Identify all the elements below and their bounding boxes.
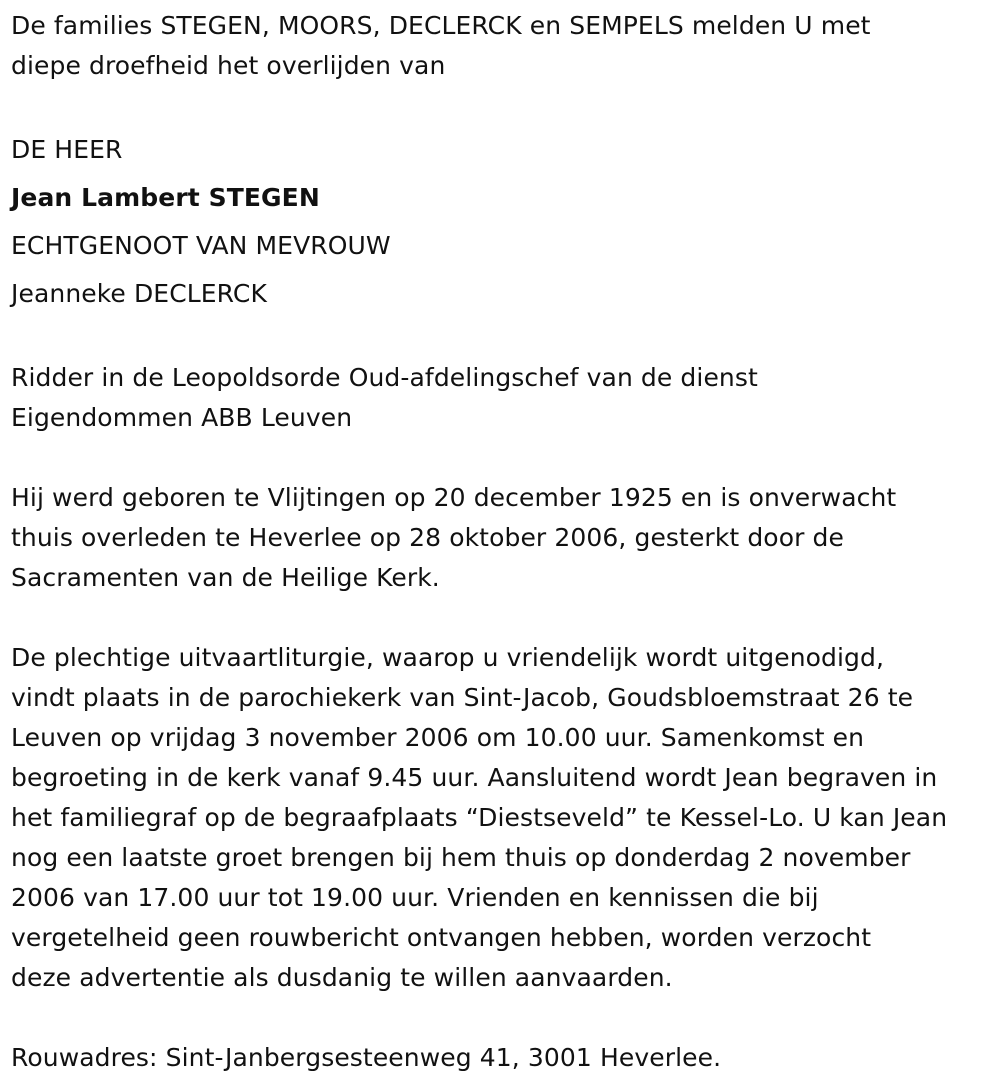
- funeral-line: nog een laatste groet brengen bij hem thuis op donderdag 2 november: [11, 843, 911, 872]
- paragraph-gap: [11, 598, 996, 638]
- birth-death-line: Sacramenten van de Heilige Kerk.: [11, 563, 440, 592]
- funeral-line: begroeting in de kerk vanaf 9.45 uur. Aansluitend wordt Jean begraven in: [11, 763, 938, 792]
- funeral-line: deze advertentie als dusdanig te willen aanvaarden.: [11, 963, 673, 992]
- birth-death-paragraph: [11, 478, 996, 598]
- intro-line: diepe droefheid het overlijden van: [11, 51, 446, 80]
- deceased-title: DE HEER: [11, 135, 123, 164]
- funeral-paragraph: [11, 638, 996, 998]
- funeral-line: vindt plaats in de parochiekerk van Sint-Jacob, Goudsbloemstraat 26 te: [11, 683, 914, 712]
- funeral-line: De plechtige uitvaartliturgie, waarop u vriendelijk wordt uitgenodigd,: [11, 643, 885, 672]
- paragraph-gap: [11, 438, 996, 478]
- funeral-line: Leuven op vrijdag 3 november 2006 om 10.00 uur. Samenkomst en: [11, 723, 865, 752]
- funeral-line: vergetelheid geen rouwbericht ontvangen hebben, worden verzocht: [11, 923, 872, 952]
- deceased-block: [11, 126, 996, 318]
- funeral-line: 2006 van 17.00 uur tot 19.00 uur. Vrienden en kennissen die bij: [11, 883, 819, 912]
- mourning-address: Rouwadres: Sint-Janbergsesteenweg 41, 3001 Heverlee.: [11, 1043, 722, 1072]
- intro-line: De families STEGEN, MOORS, DECLERCK en SEMPELS melden U met: [11, 11, 871, 40]
- distinction-paragraph: [11, 358, 996, 438]
- intro-paragraph: [11, 6, 996, 86]
- paragraph-gap: [11, 86, 996, 126]
- distinction-line: Ridder in de Leopoldsorde Oud-afdelingschef van de dienst: [11, 363, 758, 392]
- funeral-line: het familiegraf op de begraafplaats “Diestseveld” te Kessel-Lo. U kan Jean: [11, 803, 948, 832]
- birth-death-line: Hij werd geboren te Vlijtingen op 20 december 1925 en is onverwacht: [11, 483, 897, 512]
- paragraph-gap: [11, 998, 996, 1038]
- address-paragraph: [11, 1038, 996, 1078]
- deceased-name: Jean Lambert STEGEN: [11, 183, 320, 212]
- obituary-notice: [11, 6, 996, 1078]
- spouse-name: Jeanneke DECLERCK: [11, 279, 267, 308]
- paragraph-gap: [11, 318, 996, 358]
- distinction-line: Eigendommen ABB Leuven: [11, 403, 353, 432]
- birth-death-line: thuis overleden te Heverlee op 28 oktober 2006, gesterkt door de: [11, 523, 844, 552]
- spouse-label: ECHTGENOOT VAN MEVROUW: [11, 231, 391, 260]
